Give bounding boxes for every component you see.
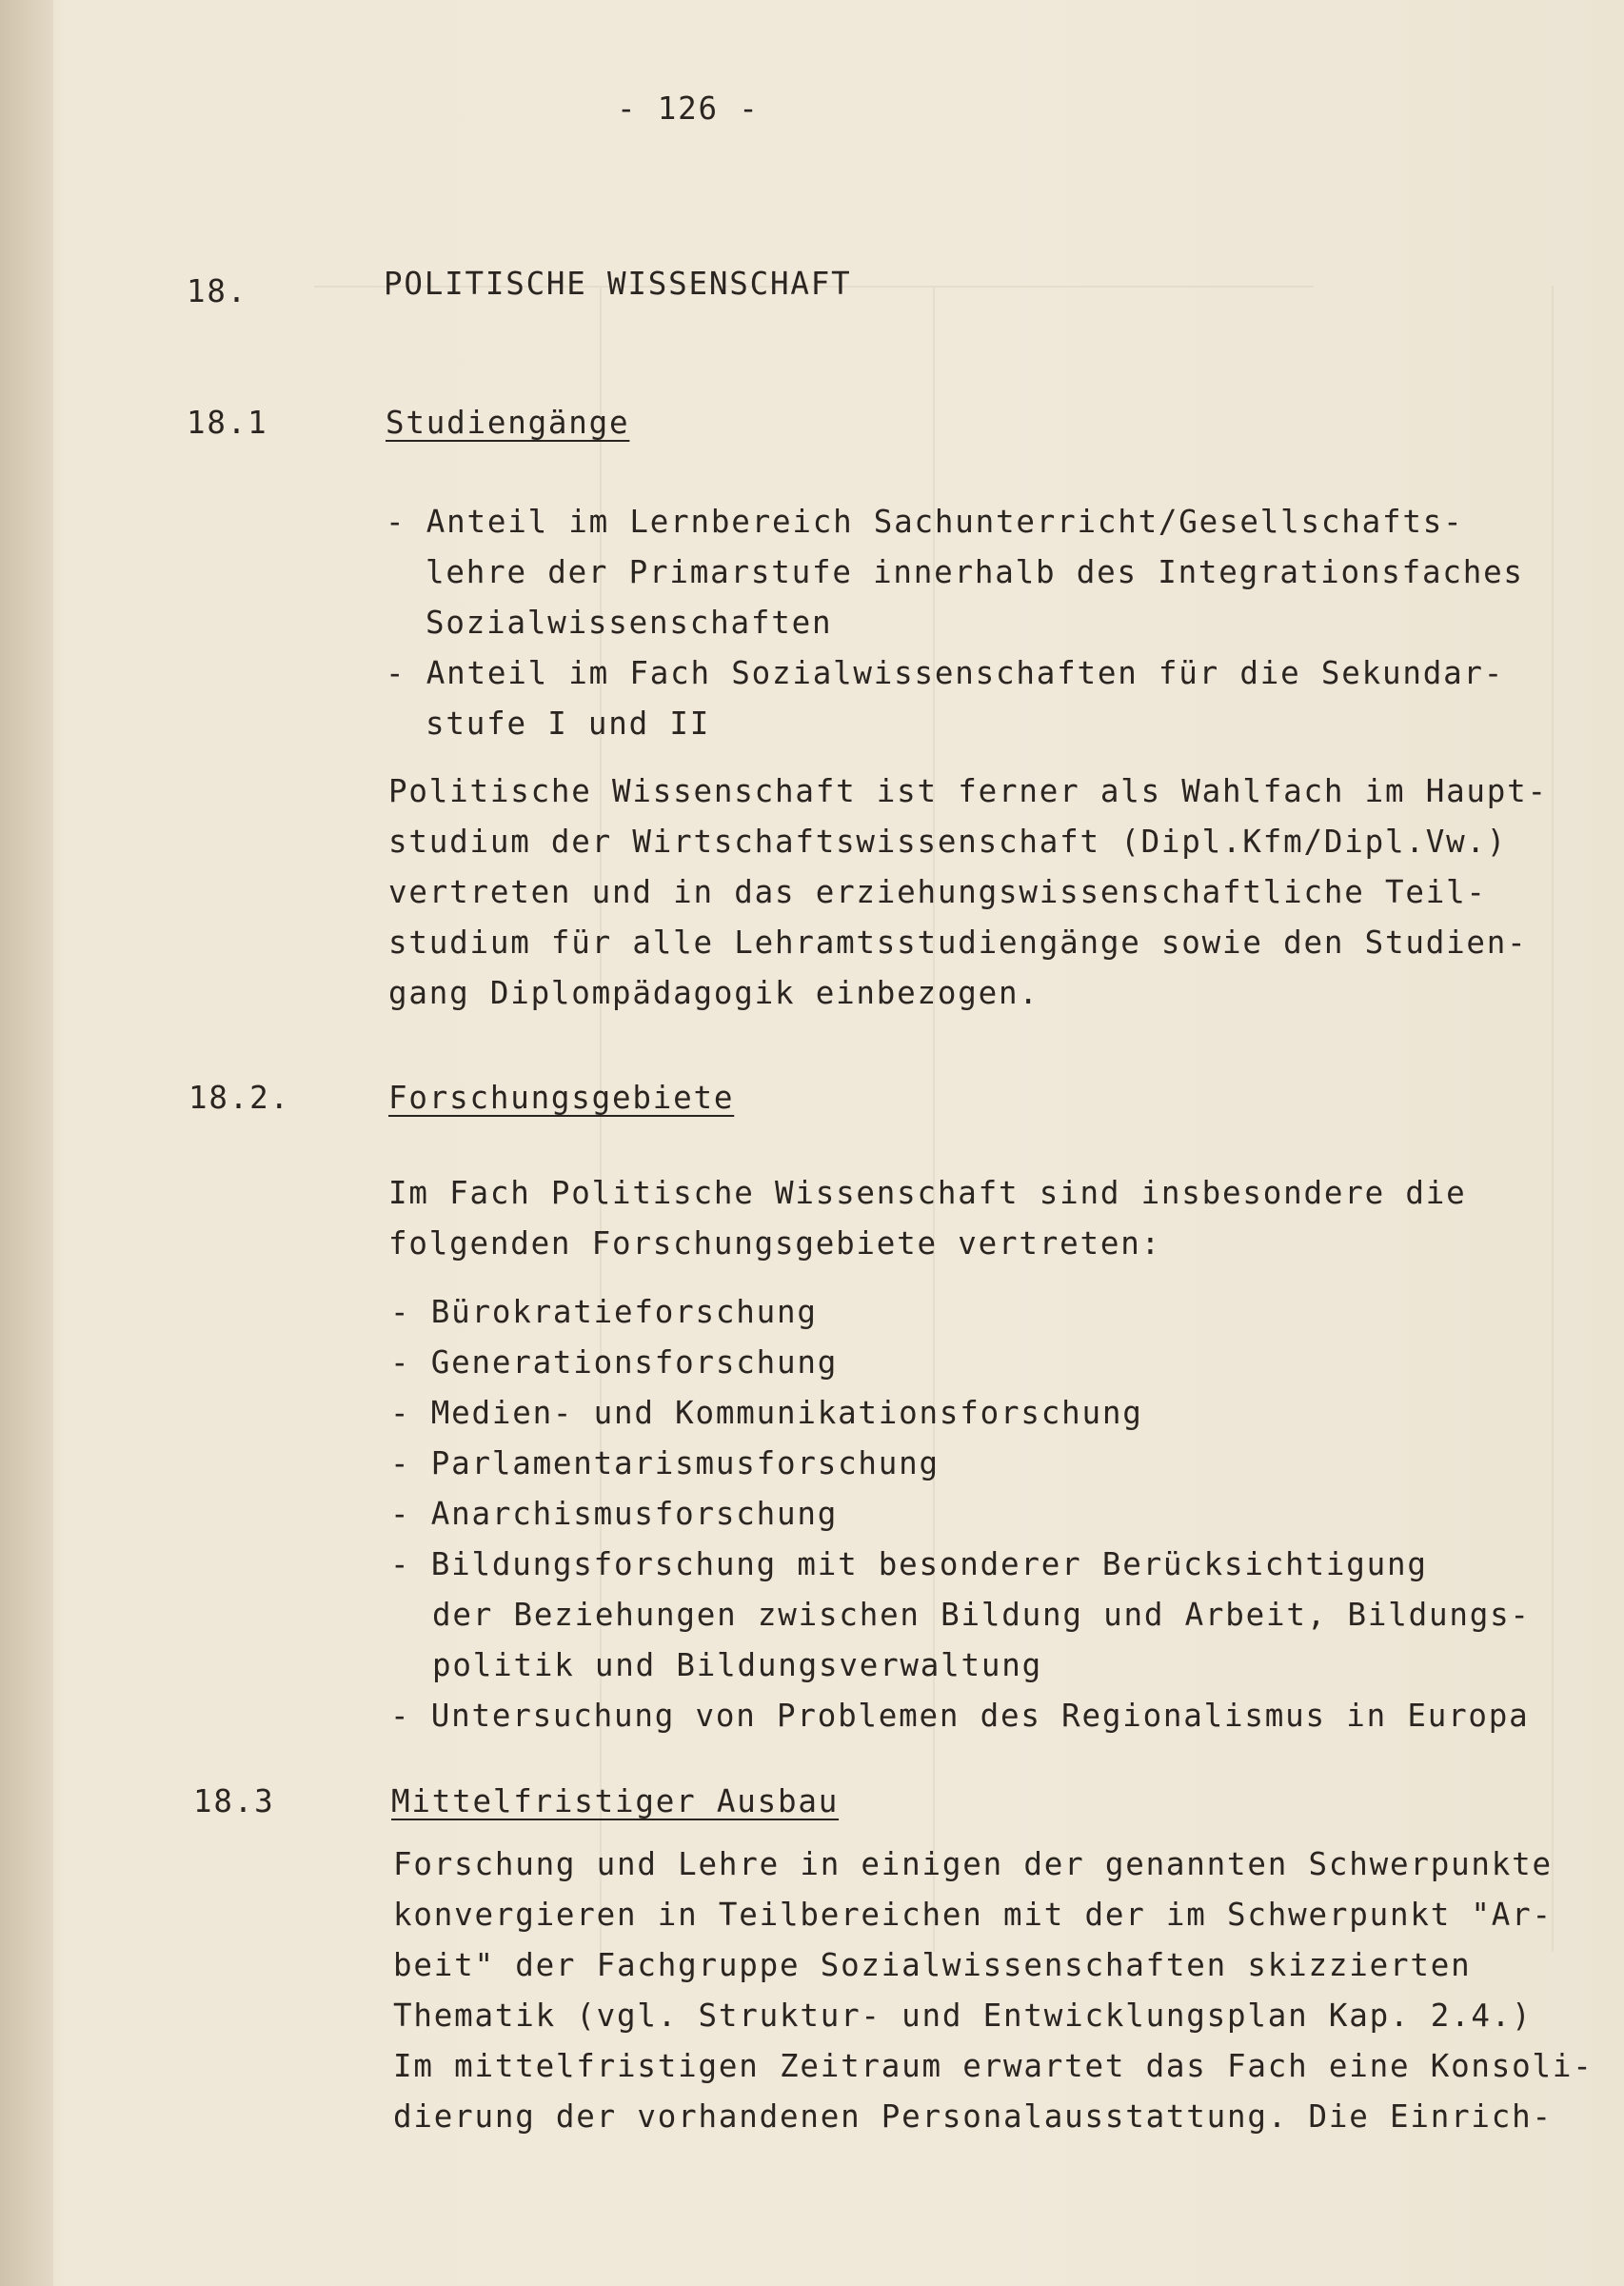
forschung-list-item-continuation: der Beziehungen zwischen Bildung und Arbeit, Bildungs-: [432, 1597, 1531, 1633]
ausbau-paragraph-line: dierung der vorhandenen Personalausstattung. Die Einrich-: [393, 2098, 1553, 2135]
studiengang-bullet-1-line: lehre der Primarstufe innerhalb des Integrationsfaches: [426, 554, 1524, 590]
studiengang-paragraph-line: studium für alle Lehramtsstudiengänge sowie den Studien-: [388, 924, 1528, 961]
forschung-list-item: - Bildungsforschung mit besonderer Berücksichtigung: [390, 1546, 1428, 1582]
show-through-texture: [286, 286, 1428, 1999]
section-number: 18.: [187, 273, 248, 309]
forschung-list-item: - Medien- und Kommunikationsforschung: [390, 1395, 1143, 1431]
forschung-list-item: - Parlamentarismusforschung: [390, 1445, 940, 1481]
forschung-list-item-continuation: politik und Bildungsverwaltung: [432, 1647, 1042, 1683]
ausbau-paragraph-line: Im mittelfristigen Zeitraum erwartet das Fach eine Konsoli-: [393, 2048, 1594, 2084]
subsection-heading-mittelfristiger-ausbau: Mittelfristiger Ausbau: [391, 1783, 840, 1819]
ausbau-paragraph-line: Forschung und Lehre in einigen der genannten Schwerpunkte: [393, 1846, 1553, 1882]
forschung-list-item: - Untersuchung von Problemen des Regionalismus in Europa: [390, 1698, 1530, 1734]
subsection-heading-forschungsgebiete: Forschungsgebiete: [388, 1080, 735, 1116]
forschung-list-item: - Anarchismusforschung: [390, 1496, 839, 1532]
studiengang-paragraph-line: vertreten und in das erziehungswissenschaftliche Teil-: [388, 874, 1487, 910]
subsection-number-18-1: 18.1: [187, 405, 268, 441]
section-title: POLITISCHE WISSENSCHAFT: [384, 266, 852, 302]
subsection-heading-studiengaenge: Studiengänge: [386, 405, 630, 441]
studiengang-paragraph-line: studium der Wirtschaftswissenschaft (Dipl.Kfm/Dipl.Vw.): [388, 824, 1508, 860]
forschung-intro-line: folgenden Forschungsgebiete vertreten:: [388, 1225, 1161, 1262]
page-edge-shadow: [0, 0, 53, 2286]
studiengang-paragraph-line: Politische Wissenschaft ist ferner als Wahlfach im Haupt-: [388, 773, 1548, 809]
subsection-number-18-2: 18.2.: [188, 1080, 290, 1116]
ausbau-paragraph-line: Thematik (vgl. Struktur- und Entwicklungsplan Kap. 2.4.): [393, 1998, 1533, 2034]
forschung-list-item: - Generationsforschung: [390, 1344, 839, 1381]
studiengang-paragraph-line: gang Diplompädagogik einbezogen.: [388, 975, 1040, 1011]
ausbau-paragraph-line: konvergieren in Teilbereichen mit der im Schwerpunkt "Ar-: [393, 1897, 1553, 1933]
forschung-intro-line: Im Fach Politische Wissenschaft sind insbesondere die: [388, 1175, 1467, 1211]
page-number: - 126 -: [617, 90, 760, 127]
subsection-number-18-3: 18.3: [193, 1783, 275, 1819]
studiengang-bullet-1-line: - Anteil im Lernbereich Sachunterricht/Gesellschafts-: [386, 504, 1464, 540]
ausbau-paragraph-line: beit" der Fachgruppe Sozialwissenschaften skizzierten: [393, 1947, 1472, 1983]
forschung-list-item: - Bürokratieforschung: [390, 1294, 818, 1330]
studiengang-bullet-1-line: Sozialwissenschaften: [426, 605, 833, 641]
studiengang-bullet-2-line: - Anteil im Fach Sozialwissenschaften für die Sekundar-: [386, 655, 1505, 691]
studiengang-bullet-2-line: stufe I und II: [426, 706, 711, 742]
